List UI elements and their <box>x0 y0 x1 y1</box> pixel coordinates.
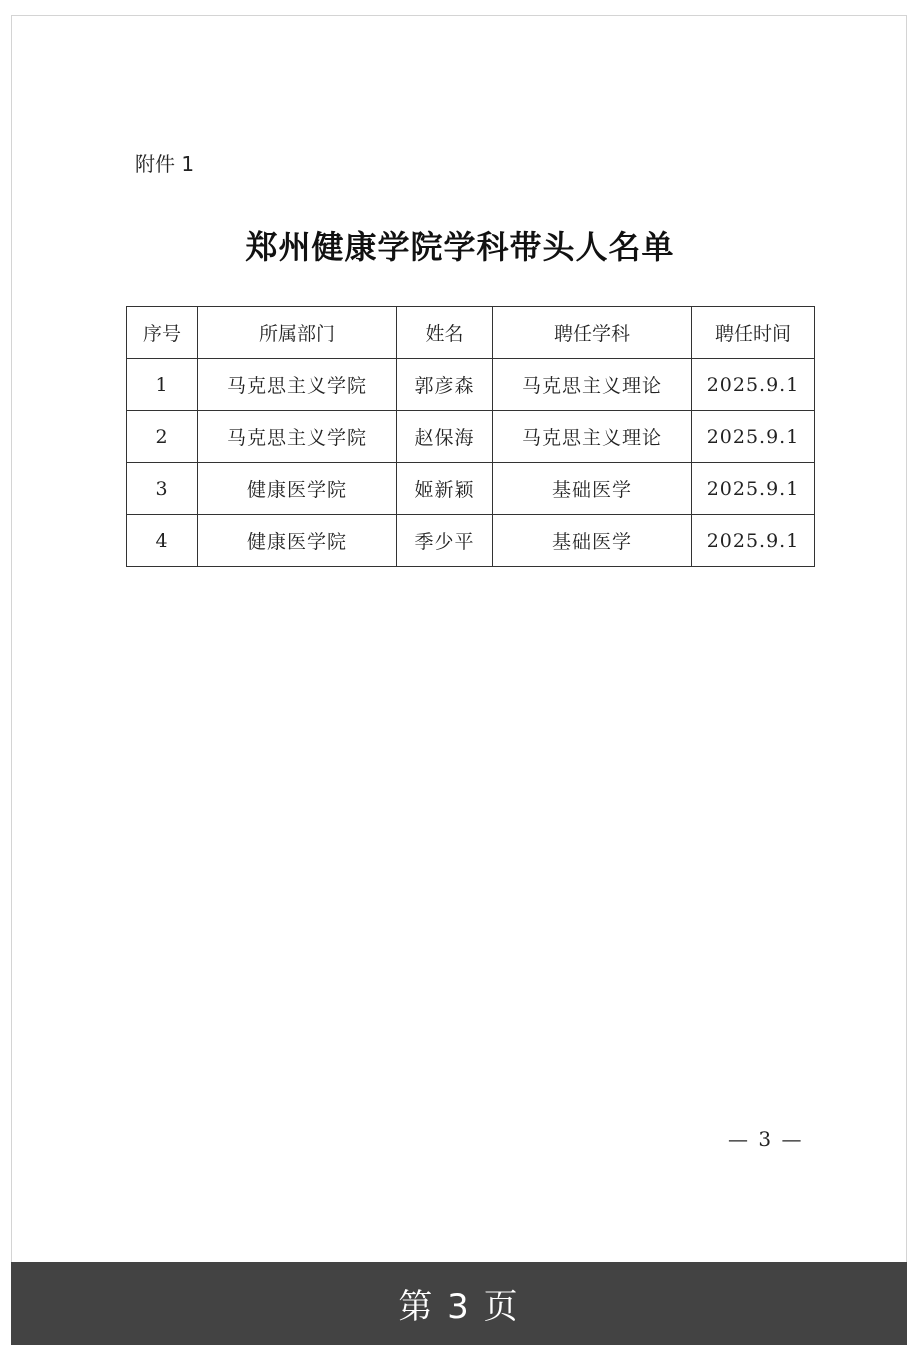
cell-date: 2025.9.1 <box>692 411 815 463</box>
column-header-name: 姓名 <box>397 307 493 359</box>
cell-name: 赵保海 <box>397 411 493 463</box>
column-header-index: 序号 <box>127 307 198 359</box>
page-indicator-label: 第 3 页 <box>398 1287 520 1327</box>
cell-date: 2025.9.1 <box>692 359 815 411</box>
column-header-discipline: 聘任学科 <box>493 307 692 359</box>
cell-name: 季少平 <box>397 515 493 567</box>
table-row <box>127 463 815 515</box>
cell-discipline: 马克思主义理论 <box>493 411 692 463</box>
cell-discipline: 基础医学 <box>493 515 692 567</box>
document-title: 郑州健康学院学科带头人名单 <box>245 228 675 266</box>
column-header-date: 聘任时间 <box>692 307 815 359</box>
cell-department: 健康医学院 <box>198 463 397 515</box>
page-indicator-bar <box>11 1262 907 1345</box>
cell-department: 马克思主义学院 <box>198 411 397 463</box>
table-row <box>127 359 815 411</box>
cell-date: 2025.9.1 <box>692 463 815 515</box>
cell-name: 郭彦森 <box>397 359 493 411</box>
page-number: — 3 — <box>728 1127 804 1151</box>
cell-index: 4 <box>127 515 198 567</box>
cell-index: 3 <box>127 463 198 515</box>
table-row <box>127 515 815 567</box>
cell-department: 马克思主义学院 <box>198 359 397 411</box>
cell-index: 1 <box>127 359 198 411</box>
cell-index: 2 <box>127 411 198 463</box>
attachment-label: 附件 1 <box>135 152 195 176</box>
table-header-row <box>127 307 815 359</box>
table-row <box>127 411 815 463</box>
cell-discipline: 基础医学 <box>493 463 692 515</box>
cell-department: 健康医学院 <box>198 515 397 567</box>
cell-name: 姬新颖 <box>397 463 493 515</box>
column-header-department: 所属部门 <box>198 307 397 359</box>
cell-discipline: 马克思主义理论 <box>493 359 692 411</box>
leaders-table <box>126 306 815 567</box>
cell-date: 2025.9.1 <box>692 515 815 567</box>
